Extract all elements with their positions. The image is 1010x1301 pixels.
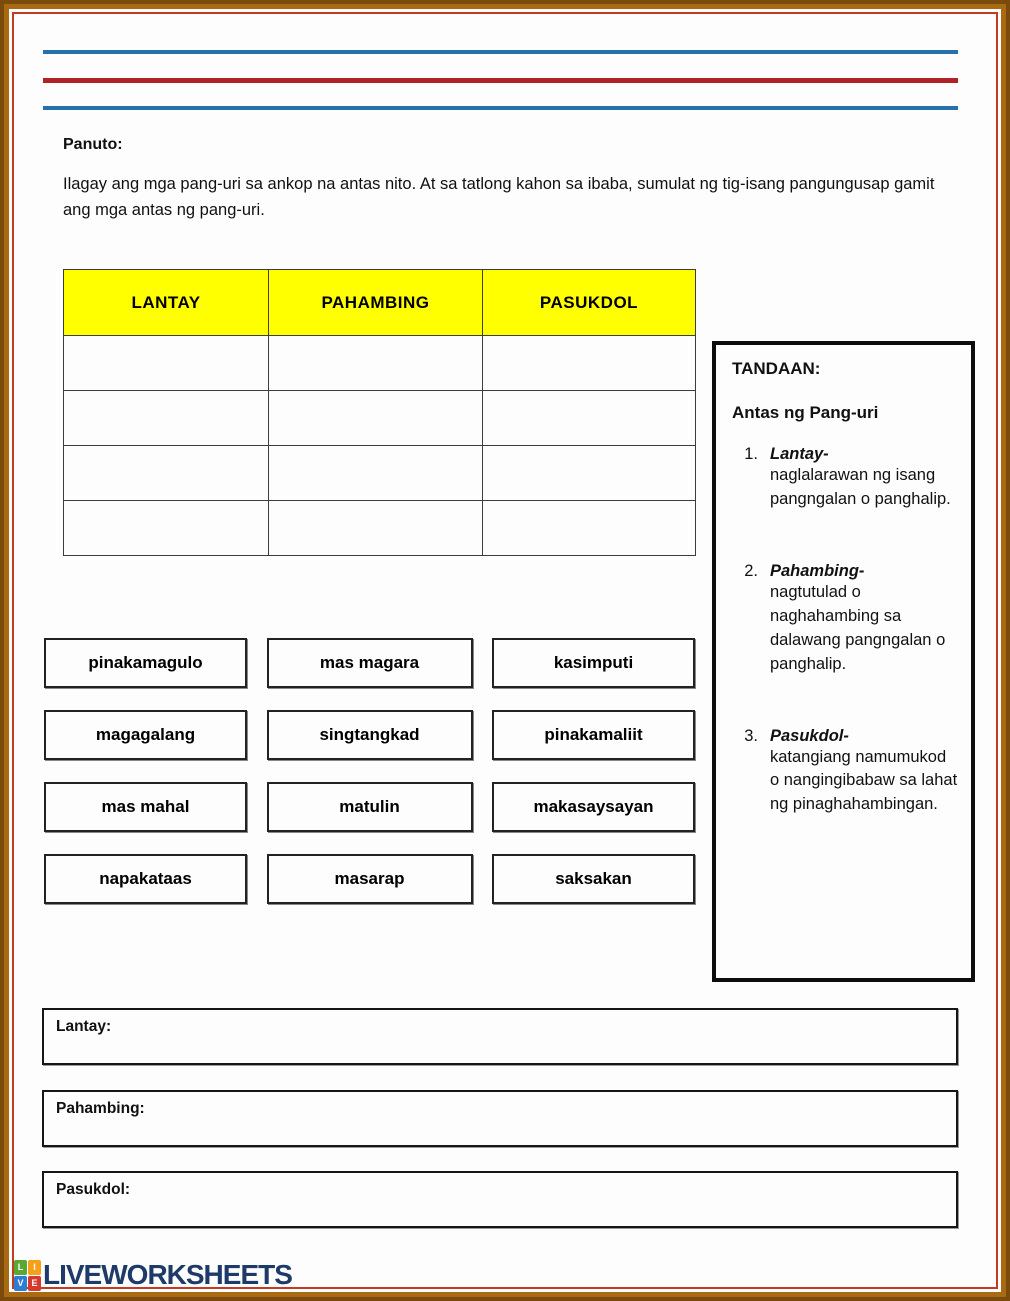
table-drop-cell[interactable] xyxy=(483,446,696,501)
tandaan-item-term: Pasukdol- xyxy=(770,726,849,745)
tandaan-subtitle: Antas ng Pang-uri xyxy=(732,403,879,422)
instructions-label: Panuto: xyxy=(63,136,123,153)
word-card-napakataas[interactable]: napakataas xyxy=(44,854,247,904)
word-card-mas-magara[interactable]: mas magara xyxy=(267,638,473,688)
tandaan-item-term: Pahambing- xyxy=(770,561,865,580)
liveworksheets-logo-icon xyxy=(14,1260,41,1291)
answer-box-pahambing[interactable] xyxy=(42,1090,958,1147)
table-drop-cell[interactable] xyxy=(64,391,269,446)
logo-tile-i: I xyxy=(28,1260,41,1275)
word-card-pinakamaliit[interactable]: pinakamaliit xyxy=(492,710,695,760)
tandaan-item xyxy=(732,727,959,818)
tandaan-item-number: 2. xyxy=(744,561,758,580)
sort-table-header-row xyxy=(64,270,696,336)
column-header-pasukdol: PASUKDOL xyxy=(483,270,696,336)
tandaan-item-description: naglalarawan ng isang pangngalan o panghalip. xyxy=(770,466,951,508)
tandaan-item-number: 1. xyxy=(744,445,758,463)
tandaan-item-description: katangiang namumukod o nangingibabaw sa lahat ng pinaghahambingan. xyxy=(770,747,958,814)
column-header-pahambing: PAHAMBING xyxy=(269,270,483,336)
tandaan-item xyxy=(732,445,959,512)
table-drop-cell[interactable] xyxy=(269,501,483,556)
top-rule-red xyxy=(43,78,958,83)
answer-box-pasukdol[interactable] xyxy=(42,1171,958,1228)
word-card-makasaysayan[interactable]: makasaysayan xyxy=(492,782,695,832)
word-card-kasimputi[interactable]: kasimputi xyxy=(492,638,695,688)
word-card-mas-mahal[interactable]: mas mahal xyxy=(44,782,247,832)
table-drop-cell[interactable] xyxy=(64,446,269,501)
tandaan-item xyxy=(732,562,959,677)
word-card-magagalang[interactable]: magagalang xyxy=(44,710,247,760)
table-row xyxy=(64,336,696,391)
top-rule-blue-1 xyxy=(43,50,958,54)
table-drop-cell[interactable] xyxy=(483,391,696,446)
top-rule-blue-2 xyxy=(43,106,958,110)
sorting-table xyxy=(63,269,696,556)
instructions-text: Ilagay ang mga pang-uri sa ankop na antas nito. At sa tatlong kahon sa ibaba, sumulat ng tig-isang pangungusap gamit ang mga antas ng pang-uri. xyxy=(63,175,935,219)
table-drop-cell[interactable] xyxy=(64,336,269,391)
logo-tile-e: E xyxy=(28,1276,41,1291)
word-card-singtangkad[interactable]: singtangkad xyxy=(267,710,473,760)
logo-tile-l: L xyxy=(14,1260,27,1275)
tandaan-item-description: nagtutulad o naghahambing sa dalawang pangngalan o panghalip. xyxy=(770,582,946,673)
tandaan-item-term: Lantay- xyxy=(770,445,829,463)
word-card-masarap[interactable]: masarap xyxy=(267,854,473,904)
table-drop-cell[interactable] xyxy=(64,501,269,556)
sort-table-body xyxy=(64,336,696,556)
word-card-pinakamagulo[interactable]: pinakamagulo xyxy=(44,638,247,688)
answer-box-label: Lantay: xyxy=(56,1018,112,1035)
word-card-matulin[interactable]: matulin xyxy=(267,782,473,832)
table-row xyxy=(64,391,696,446)
liveworksheets-logo-text: LIVEWORKSHEETS xyxy=(43,1259,292,1290)
table-drop-cell[interactable] xyxy=(269,336,483,391)
tandaan-list xyxy=(732,445,959,817)
tandaan-item-number: 3. xyxy=(744,726,758,745)
table-drop-cell[interactable] xyxy=(269,391,483,446)
word-card-grid xyxy=(44,638,697,904)
table-drop-cell[interactable] xyxy=(483,336,696,391)
tandaan-title: TANDAAN: xyxy=(732,359,821,378)
liveworksheets-logo xyxy=(14,1259,292,1291)
table-row xyxy=(64,446,696,501)
answer-box-lantay[interactable] xyxy=(42,1008,958,1065)
logo-tile-v: V xyxy=(14,1276,27,1291)
answer-box-label: Pasukdol: xyxy=(56,1181,131,1198)
answer-box-label: Pahambing: xyxy=(56,1100,145,1117)
table-drop-cell[interactable] xyxy=(483,501,696,556)
table-row xyxy=(64,501,696,556)
word-card-saksakan[interactable]: saksakan xyxy=(492,854,695,904)
tandaan-box xyxy=(712,341,975,982)
column-header-lantay: LANTAY xyxy=(64,270,269,336)
table-drop-cell[interactable] xyxy=(269,446,483,501)
